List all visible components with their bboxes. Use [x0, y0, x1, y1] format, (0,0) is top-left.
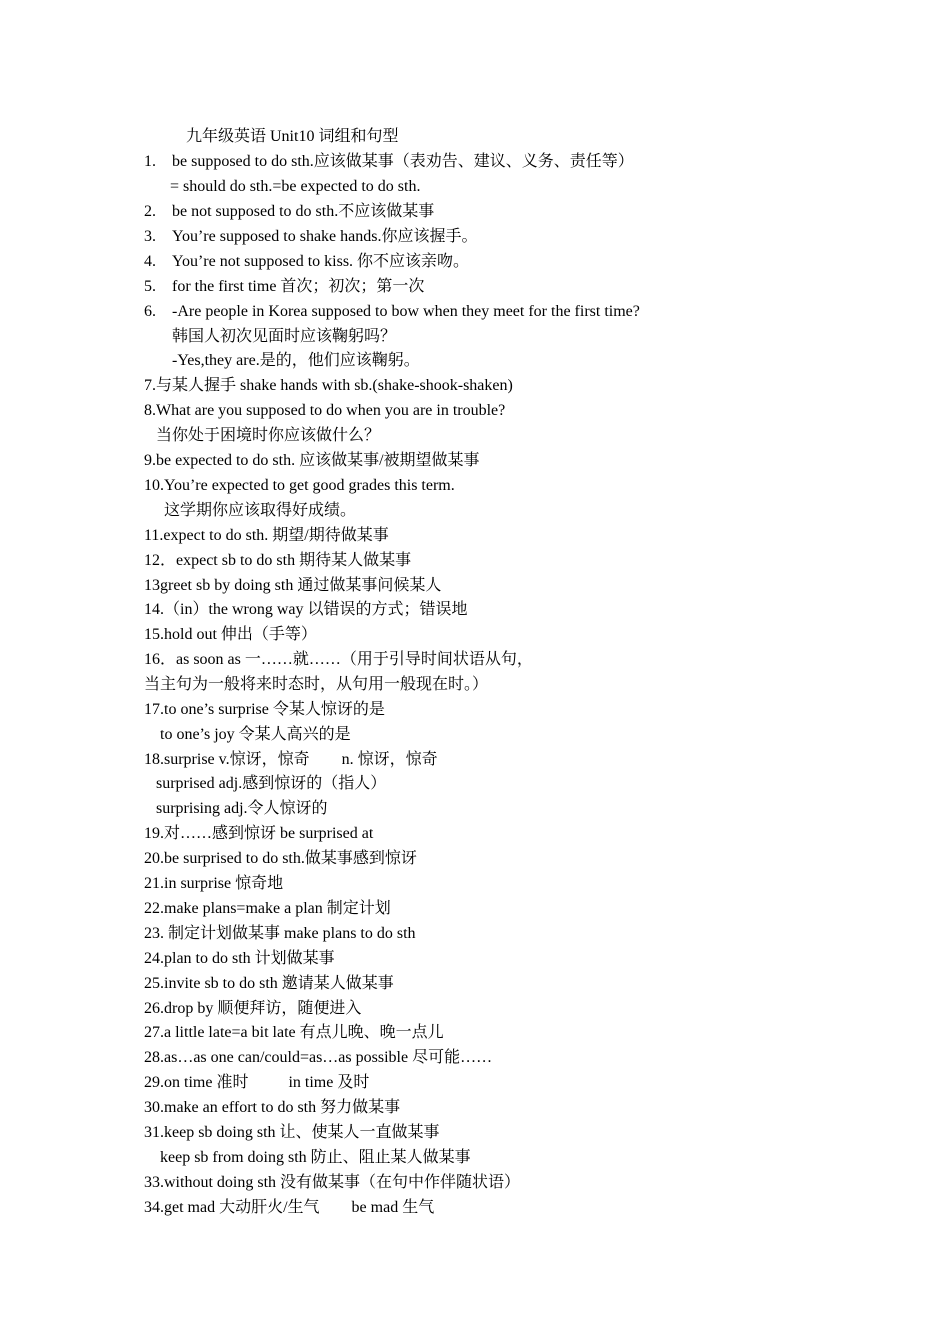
document-title: 九年级英语 Unit10 词组和句型 [186, 128, 399, 145]
item-text: 20.be surprised to do sth.做某事感到惊讶 [144, 850, 417, 867]
item-text: 韩国人初次见面时应该鞠躬吗？ [172, 328, 397, 345]
item-text: 当主句为一般将来时态时，从句用一般现在时。） [144, 676, 489, 693]
item-text: 33.without doing sth 没有做某事（在句中作伴随状语） [144, 1174, 521, 1191]
list-item [144, 202, 434, 222]
list-item [144, 924, 416, 944]
item-text: 17.to one’s surprise 令某人惊讶的是 [144, 701, 385, 718]
list-item [144, 1198, 434, 1218]
item-text: 18.surprise v.惊讶，惊奇 n. 惊讶，惊奇 [144, 751, 438, 768]
list-item [144, 1023, 444, 1043]
item-text: 9.be expected to do sth. 应该做某事/被期望做某事 [144, 452, 480, 469]
list-item [172, 327, 396, 347]
list-item [144, 1048, 492, 1068]
list-item [144, 227, 477, 247]
item-text: 29.on time 准时 in time 及时 [144, 1074, 370, 1091]
item-text: You’re not supposed to kiss. 你不应该亲吻。 [172, 253, 470, 270]
item-text: 16．as soon as 一……就……（用于引导时间状语从句， [144, 651, 533, 668]
list-item [144, 526, 389, 546]
list-item [144, 774, 386, 794]
list-item [144, 700, 385, 720]
list-item [144, 824, 373, 844]
item-text: 24.plan to do sth 计划做某事 [144, 950, 335, 967]
item-text: = should do sth.=be expected to do sth. [170, 178, 421, 195]
item-text: 30.make an effort to do sth 努力做某事 [144, 1099, 401, 1116]
list-item [144, 277, 424, 297]
list-item [144, 750, 438, 770]
list-item [144, 725, 351, 745]
list-item [144, 799, 328, 819]
item-text: 当你处于困境时你应该做什么？ [144, 427, 381, 444]
item-text: 11.expect to do sth. 期望/期待做某事 [144, 527, 389, 544]
list-item [144, 675, 488, 695]
item-text: 34.get mad 大动肝火/生气 be mad 生气 [144, 1199, 435, 1216]
list-item [144, 376, 513, 396]
item-text: keep sb from doing sth 防止、阻止某人做某事 [144, 1149, 471, 1166]
list-item [144, 152, 634, 172]
item-number: 5. [144, 278, 156, 295]
item-number: 2. [144, 203, 156, 220]
item-text: be not supposed to do sth.不应该做某事 [172, 203, 435, 220]
list-item [172, 351, 420, 371]
item-text: -Yes,they are.是的，他们应该鞠躬。 [172, 352, 420, 369]
list-item [144, 1073, 369, 1093]
item-text: You’re supposed to shake hands.你应该握手。 [172, 228, 478, 245]
item-text: 这学期你应该取得好成绩。 [144, 502, 357, 519]
item-text: 31.keep sb doing sth 让、使某人一直做某事 [144, 1124, 440, 1141]
list-item [144, 874, 283, 894]
item-text: 21.in surprise 惊奇地 [144, 875, 284, 892]
list-item [144, 974, 394, 994]
list-item [144, 600, 468, 620]
item-text: 26.drop by 顺便拜访，随便进入 [144, 1000, 362, 1017]
item-text: to one’s joy 令某人高兴的是 [144, 726, 351, 743]
list-item [144, 501, 356, 521]
list-item [170, 177, 420, 197]
item-text: 14.（in）the wrong way 以错误的方式；错误地 [144, 601, 468, 618]
item-text: 15.hold out 伸出（手等） [144, 626, 317, 643]
item-text: 12．expect sb to do sth 期待某人做某事 [144, 552, 412, 569]
list-item [144, 551, 411, 571]
list-item [144, 650, 533, 670]
item-text: 28.as…as one can/could=as…as possible 尽可能…… [144, 1049, 493, 1066]
list-item [144, 252, 469, 272]
list-item [144, 1098, 400, 1118]
item-text: -Are people in Korea supposed to bow when they meet for the first time? [172, 303, 640, 320]
item-number: 1. [144, 153, 156, 170]
item-number: 6. [144, 303, 156, 320]
list-item [144, 1173, 520, 1193]
list-item [144, 476, 455, 496]
list-item [144, 576, 441, 596]
item-text: 7.与某人握手 shake hands with sb.(shake-shook-shaken) [144, 377, 513, 394]
list-item [144, 451, 480, 471]
item-number: 3. [144, 228, 156, 245]
item-text: 23. 制定计划做某事 make plans to do sth [144, 925, 416, 942]
item-text: 25.invite sb to do sth 邀请某人做某事 [144, 975, 394, 992]
item-text: surprising adj.令人惊讶的 [144, 800, 328, 817]
list-item [144, 1123, 440, 1143]
list-item [144, 999, 361, 1019]
list-item [144, 1148, 471, 1168]
list-item [144, 401, 505, 421]
list-item [144, 849, 417, 869]
item-text: 10.You’re expected to get good grades this term. [144, 477, 455, 494]
list-item [144, 949, 335, 969]
item-text: surprised adj.感到惊讶的（指人） [144, 775, 387, 792]
list-item [144, 426, 380, 446]
item-text: 27.a little late=a bit late 有点儿晚、晚一点儿 [144, 1024, 444, 1041]
item-number: 4. [144, 253, 156, 270]
item-text: 22.make plans=make a plan 制定计划 [144, 900, 391, 917]
item-text: 19.对……感到惊讶 be surprised at [144, 825, 374, 842]
item-text: for the first time 首次；初次；第一次 [172, 278, 425, 295]
item-text: 13greet sb by doing sth 通过做某事问候某人 [144, 577, 442, 594]
item-text: 8.What are you supposed to do when you are in trouble? [144, 402, 506, 419]
item-text: be supposed to do sth.应该做某事（表劝告、建议、义务、责任等） [172, 153, 634, 170]
list-item [144, 625, 317, 645]
list-item [144, 899, 391, 919]
list-item [144, 302, 640, 322]
